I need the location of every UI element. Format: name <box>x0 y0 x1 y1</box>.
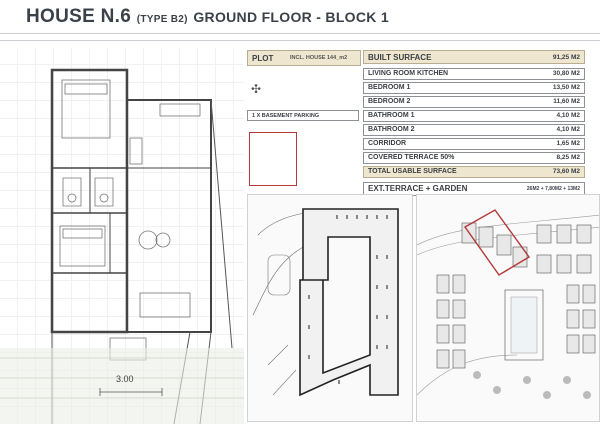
compass-icon: ✣ <box>251 82 262 96</box>
row-value: 8,25 M2 <box>556 154 580 162</box>
surface-table <box>363 50 585 198</box>
row-value: 11,60 M2 <box>553 98 580 106</box>
row-value: 1,65 M2 <box>556 140 580 148</box>
table-row <box>363 152 585 164</box>
total-label: TOTAL USABLE SURFACE <box>368 168 457 176</box>
terrace-label: EXT.TERRACE + GARDEN <box>368 184 468 193</box>
plot-label: PLOT <box>252 53 274 63</box>
row-label: LIVING ROOM KITCHEN <box>368 70 449 78</box>
floor-plan <box>0 48 244 424</box>
built-surface-row <box>363 50 585 64</box>
table-row <box>363 124 585 136</box>
row-label: BATHROOM 1 <box>368 112 415 120</box>
top-divider-2 <box>0 40 600 41</box>
row-value: 13,50 M2 <box>552 84 580 92</box>
total-surface-row <box>363 166 585 178</box>
plot-info <box>247 50 361 66</box>
total-value: 73,60 M2 <box>552 168 580 176</box>
table-row <box>363 110 585 122</box>
house-type: (TYPE B2) <box>136 14 188 25</box>
row-label: BEDROOM 2 <box>368 98 411 106</box>
top-divider <box>0 33 600 34</box>
urbanization-site-plan <box>416 194 600 422</box>
table-row <box>363 68 585 80</box>
parking-info: 1 X BASEMENT PARKING <box>247 110 359 121</box>
floor-plan-drawing <box>0 48 244 424</box>
block-plan-drawing <box>248 195 413 422</box>
floor-block: GROUND FLOOR - BLOCK 1 <box>193 9 389 25</box>
row-value: 30,80 M2 <box>552 70 580 78</box>
block-site-plan <box>247 194 413 422</box>
built-surface-label: BUILT SURFACE <box>368 52 432 62</box>
row-value: 4,10 M2 <box>556 126 580 134</box>
plan-dimension-label: 3.00 <box>116 374 134 384</box>
urbanization-drawing <box>417 195 600 422</box>
room-rows <box>363 68 585 164</box>
row-label: BEDROOM 1 <box>368 84 411 92</box>
row-label: BATHROOM 2 <box>368 126 415 134</box>
terrace-value: 26M2 + 7,80M2 + 13M2 <box>526 185 580 192</box>
built-surface-value: 91,25 M2 <box>552 53 580 61</box>
page-title <box>26 6 389 28</box>
plot-value: INCL. HOUSE 144_m2 <box>290 55 348 61</box>
table-row <box>363 96 585 108</box>
table-row <box>363 82 585 94</box>
table-row <box>363 138 585 150</box>
row-label: CORRIDOR <box>368 140 407 148</box>
row-label: COVERED TERRACE 50% <box>368 154 455 162</box>
row-value: 4,10 M2 <box>556 112 580 120</box>
plot-location-box <box>249 132 297 186</box>
house-number: HOUSE N.6 <box>26 6 132 27</box>
